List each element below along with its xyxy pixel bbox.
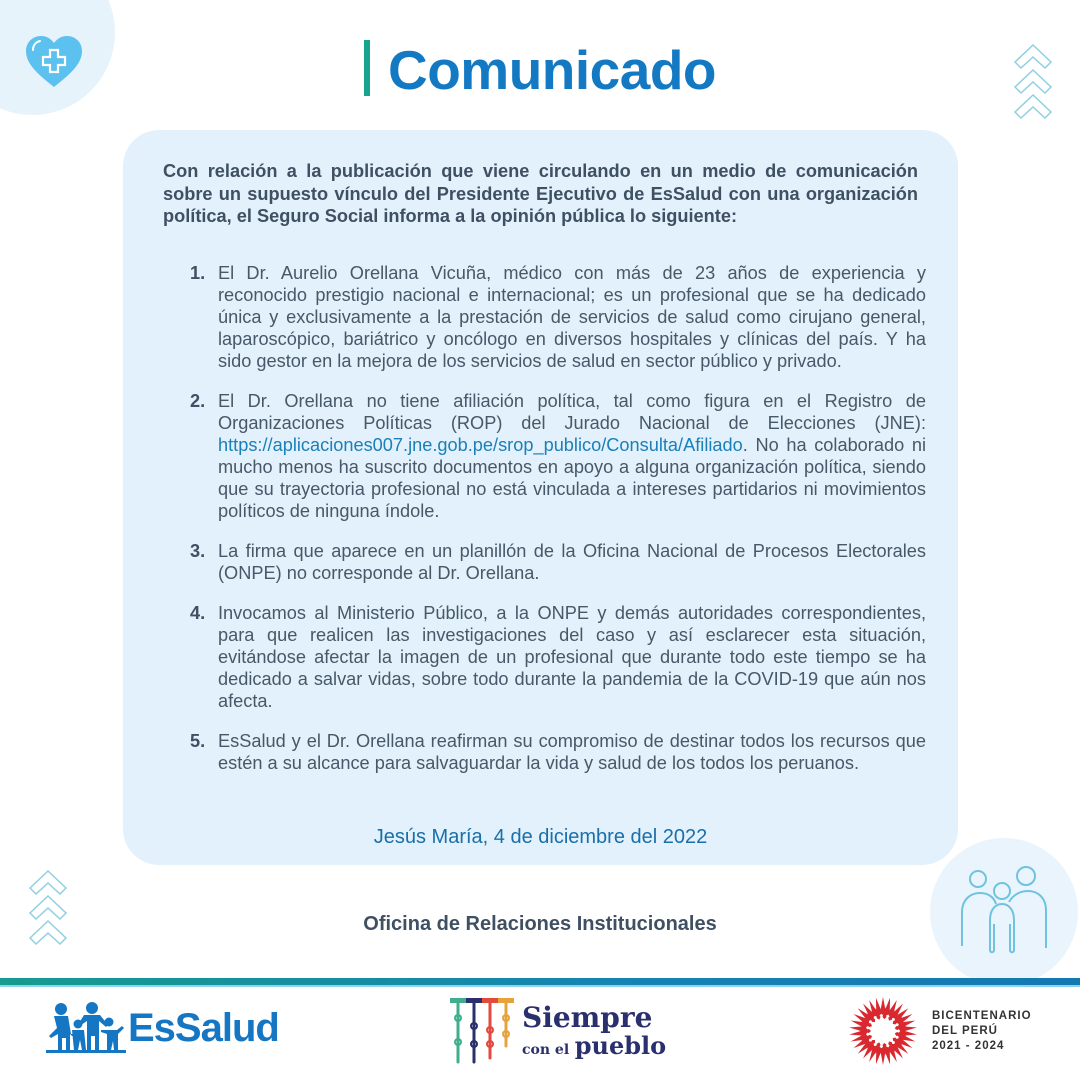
issuing-office: Oficina de Relaciones Institucionales	[363, 913, 717, 935]
page-title: Comunicado	[387, 39, 717, 101]
list-item-number: 5.	[190, 731, 206, 751]
siempre-logo-text	[522, 1001, 667, 1060]
siempre-line-2: con el pueblo	[522, 1031, 667, 1060]
bicentenario-line-3: 2021 - 2024	[932, 1039, 1005, 1052]
essalud-logo	[46, 1002, 279, 1054]
jne-registry-link[interactable]: https://aplicaciones007.jne.gob.pe/srop_publico/Consulta/Afiliado	[218, 435, 743, 455]
bicentenario-logo	[848, 996, 1032, 1066]
siempre-con-el-pueblo-logo	[448, 996, 666, 1066]
title-accent-bar	[364, 40, 370, 96]
footer-divider	[0, 978, 1080, 985]
footer-divider-highlight	[0, 985, 1080, 987]
list-item-number: 2.	[190, 391, 206, 411]
list-item-text: El Dr. Aurelio Orellana Vicuña, médico con más de 23 años de experiencia y reconocido prestigio nacional e internacional; es un profesional que se ha dedicado única y exclusivamente a la prestación de servicios de salud como cirujano general, laparoscópico, bariátrico y oncólogo en diversos hospitales y clínicas del país. Y ha sido gestor en la mejora de los servicios de salud en sector público y privado.	[218, 263, 926, 371]
header	[0, 38, 1080, 102]
date-line: Jesús María, 4 de diciembre del 2022	[373, 826, 708, 848]
list-item	[190, 262, 926, 372]
family-people-icon	[958, 862, 1050, 954]
list-item-number: 4.	[190, 603, 206, 623]
list-item-text: Invocamos al Ministerio Público, a la ONPE y demás autoridades correspondientes, para que realicen las investigaciones del caso y así esclarecer esta situación, evitándose afectar la imagen de un profesional que durante todo este tiempo se ha dedicado a salvar vidas, sobre todo durante la pandemia de la COVID-19 que aún nos afecta.	[218, 603, 926, 711]
statement-list	[190, 262, 926, 792]
statement-intro: Con relación a la publicación que viene circulando en un medio de comunicación sobre un supuesto vínculo del Presidente Ejecutivo de EsSalud con una organización política, el Seguro Social informa a la opinión pública lo siguiente:	[163, 161, 918, 226]
list-item	[190, 540, 926, 584]
list-item-text-before-link: El Dr. Orellana no tiene afiliación política, tal como figura en el Registro de Organizaciones Políticas (ROP) del Jurado Nacional de Elecciones (JNE):	[218, 391, 926, 433]
bicentenario-text	[932, 1009, 1032, 1054]
family-silhouette-icon	[46, 1002, 126, 1054]
list-item-number: 3.	[190, 541, 206, 561]
bicentenario-line-1: BICENTENARIO	[932, 1009, 1032, 1022]
essalud-logo-text: EsSalud	[128, 1005, 279, 1050]
list-item-text: La firma que aparece en un planillón de la Oficina Nacional de Procesos Electorales (ONPE) no corresponde al Dr. Orellana.	[218, 541, 926, 583]
bicentenario-line-2: DEL PERÚ	[932, 1024, 998, 1037]
colored-strands-icon	[448, 996, 516, 1066]
list-item-text	[218, 390, 926, 522]
list-item	[190, 390, 926, 522]
list-item	[190, 602, 926, 712]
list-item-text: EsSalud y el Dr. Orellana reafirman su compromiso de destinar todos los recursos que estén a su alcance para salvaguardar la vida y salud de los todos los peruanos.	[218, 731, 926, 773]
bicentenario-sunburst-icon	[848, 996, 918, 1066]
list-item-number: 1.	[190, 263, 206, 283]
list-item-text-after-link: . No ha colaborado ni mucho menos ha suscrito documentos en apoyo a alguna organización política, siendo que su trayectoria profesional no está vinculada a intereses partidarios ni movimientos políticos de ninguna índole.	[218, 435, 926, 521]
siempre-line-1: Siempre	[522, 1001, 653, 1034]
list-item	[190, 730, 926, 774]
